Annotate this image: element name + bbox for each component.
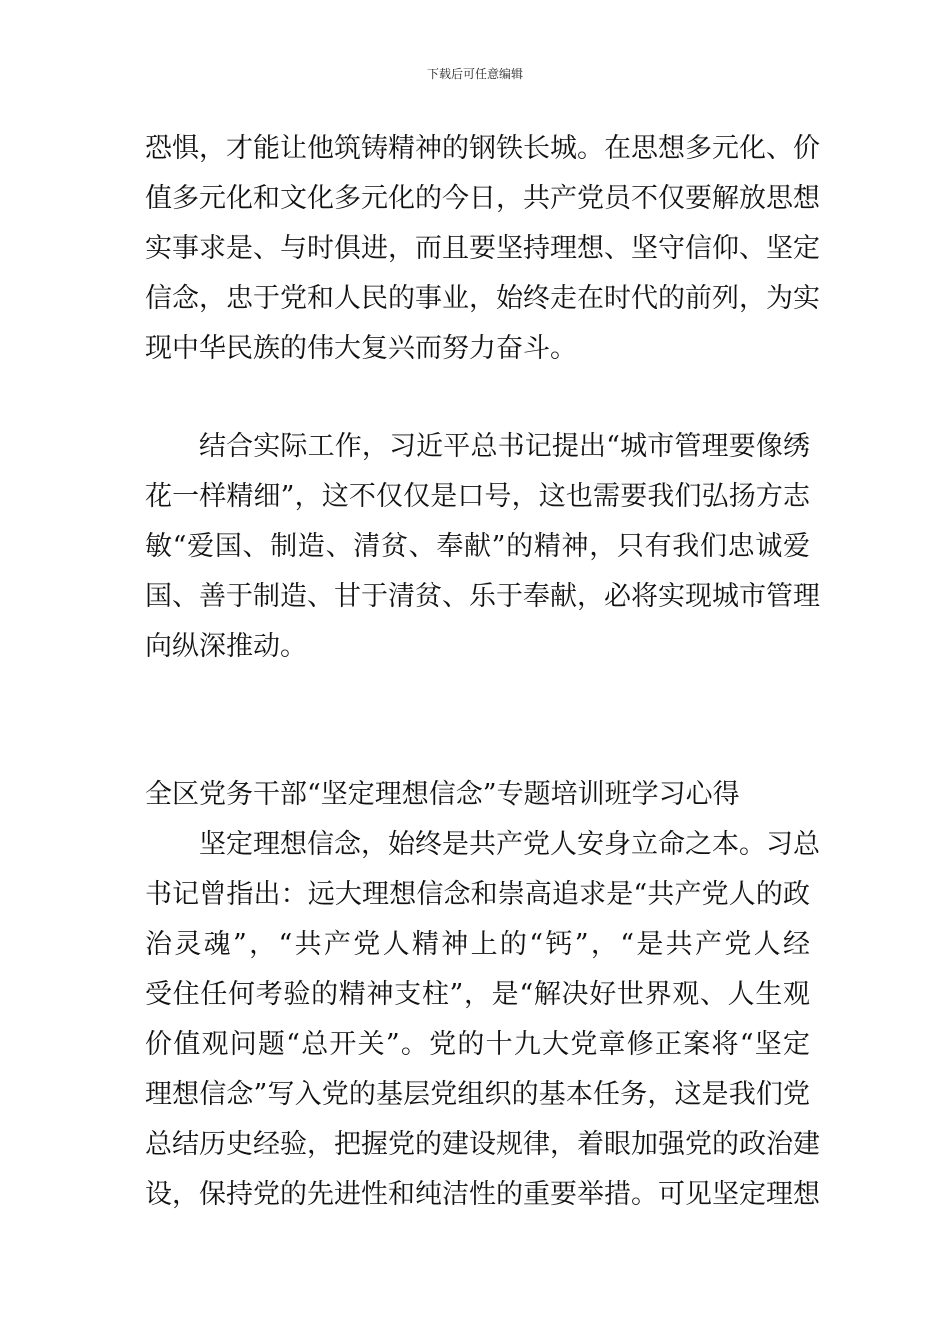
text-line: 结合实际工作，习近平总书记提出“城市管理要像绣 <box>199 431 810 462</box>
section-title: 全区党务干部“坚定理想信念”专题培训班学习心得 <box>145 779 740 810</box>
text-line: 总结历史经验，把握党的建设规律，着眼加强党的政治建 <box>145 1129 820 1160</box>
text-line: 实事求是、与时俱进，而且要坚持理想、坚守信仰、坚定 <box>145 233 820 264</box>
text-line: 敏“爱国、制造、清贫、奉献”的精神，只有我们忠诚爱 <box>145 531 810 562</box>
text-line: 现中华民族的伟大复兴而努力奋斗。 <box>145 333 577 364</box>
text-line: 国、善于制造、甘于清贫、乐于奉献，必将实现城市管理 <box>145 581 820 612</box>
text-line: 恐惧，才能让他筑铸精神的钢铁长城。在思想多元化、价 <box>145 133 820 164</box>
text-line: 信念，忠于党和人民的事业，始终走在时代的前列，为实 <box>145 283 820 314</box>
text-line: 受住任何考验的精神支柱”，是“解决好世界观、人生观 <box>145 979 810 1010</box>
text-line: 治灵魂”，“共产党人精神上的“钙”，“是共产党人经 <box>145 929 810 960</box>
text-line: 向纵深推动。 <box>145 631 307 662</box>
text-line: 值多元化和文化多元化的今日，共产党员不仅要解放思想 <box>145 183 820 214</box>
page-header-note: 下载后可任意编辑 <box>426 67 523 81</box>
text-line: 理想信念”写入党的基层党组织的基本任务，这是我们党 <box>145 1079 810 1110</box>
text-line: 设，保持党的先进性和纯洁性的重要举措。可见坚定理想 <box>145 1179 820 1210</box>
text-line: 坚定理想信念，始终是共产党人安身立命之本。习总 <box>199 829 820 860</box>
text-line: 价值观问题“总开关”。党的十九大党章修正案将“坚定 <box>145 1029 810 1060</box>
text-line: 花一样精细”，这不仅仅是口号，这也需要我们弘扬方志 <box>145 481 810 512</box>
text-line: 书记曾指出：远大理想信念和崇高追求是“共产党人的政 <box>145 879 810 910</box>
